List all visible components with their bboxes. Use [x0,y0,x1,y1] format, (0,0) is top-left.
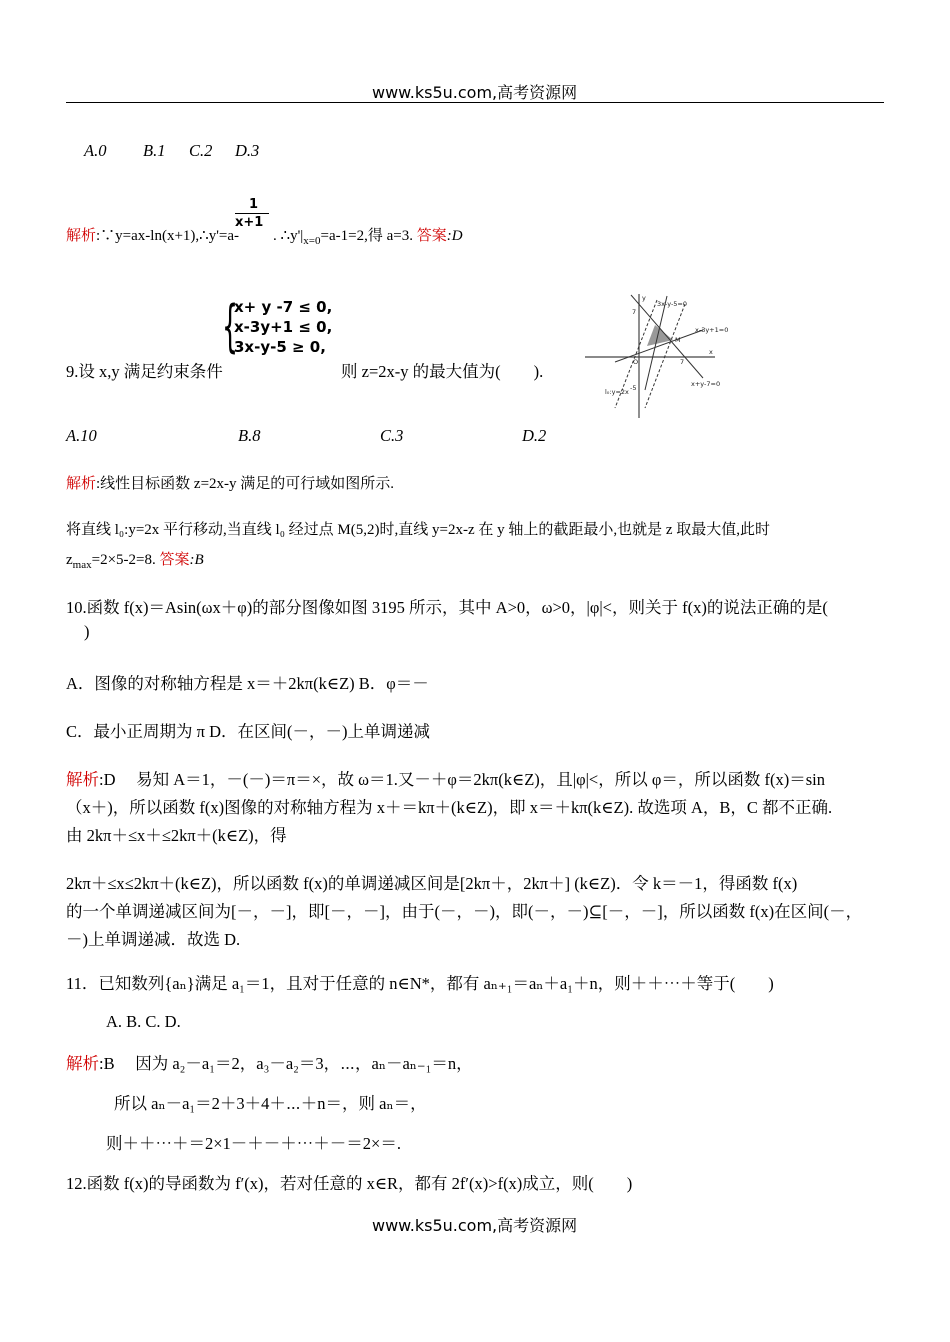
label-x+y-7: x+y-7=0 [691,380,721,388]
page-header: www.ks5u.com,高考资源网 [372,83,578,102]
q10-stem-line-1: 10.函数 f(x)＝Asin(ωx＋φ)的部分图像如图 3195 所示，其中 A>0，ω>0，|φ|<，则关于 f(x)的说法正确的是( [66,598,828,617]
label-y: y [642,294,646,302]
label-3x-y-5: 3x-y-5=0 [657,300,688,308]
solution-label: 解析 [66,476,97,492]
q10-solution-line-6: －)上单调递减．故选 D. [66,930,241,949]
answer-label: 答案 [416,228,447,244]
header-rule [66,102,884,103]
q8-option-b: B.1 [143,141,166,160]
label-y7: 7 [632,308,637,316]
q10-solution-line-1: 解析:D 易知 A＝1，－(－)＝π＝×，故 ω＝1.又－＋φ＝2kπ(k∈Z)，且|φ|<，所以 φ＝，所以函数 f(x)＝sin [66,770,825,789]
label-x: x [709,348,713,356]
q12-stem: 12.函数 f(x)的导函数为 f′(x)，若对任意的 x∈R，都有 2f′(x)>f(x)成立，则( ) [66,1174,633,1193]
q11-options: A. B. C. D. [106,1012,181,1031]
q9-solution-line-1: 解析:线性目标函数 z=2x-y 满足的可行域如图所示. [66,476,395,492]
q9-solution-line-2: 将直线 l₀:y=2x 平行移动,当直线 l₀ 经过点 M(5,2)时,直线 y=2x-z 在 y 轴上的截距最小,也就是 z 取最大值,此时 [66,522,771,538]
label-x-3y+1: x-3y+1=0 [695,326,729,334]
q8-option-a: A.0 [84,141,107,160]
q10-solution-line-4: 2kπ＋≤x≤2kπ＋(k∈Z)，所以函数 f(x)的单调递减区间是[2kπ＋，2kπ＋] (k∈Z)．令 k＝－1，得函数 f(x) [66,874,798,893]
q8-option-c: C.2 [189,141,213,160]
q10-solution-line-3: 由 2kπ＋≤x＋≤2kπ＋(k∈Z)，得 [66,826,287,845]
q10-options-ab: A．图像的对称轴方程是 x＝＋2kπ(k∈Z) B．φ＝－ [66,674,429,693]
q8-option-d: D.3 [235,141,260,160]
q10-solution-line-2: （x＋)，所以函数 f(x)图像的对称轴方程为 x＋＝kπ＋(k∈Z)，即 x＝＋kπ(k∈Z). 故选项 A，B，C 都不正确. [66,798,833,817]
q9-stem-post: 则 z=2x-y 的最大值为( ). [341,362,544,381]
q10-stem-line-2: ) [84,622,90,641]
line-l0-shift [645,304,685,408]
q9-solution-line-3: $z_{max}=2\times 5-2=8$. 答案:B [66,552,204,571]
fraction: $\frac{1}{x+1}$ [239,227,273,247]
solution-label: 解析 [66,228,97,244]
solution-label: 解析 [66,770,99,789]
q11-solution-line-1: 解析:B 因为 a₂－a₁＝2，a₃－a₂＝3，⋯，aₙ－aₙ₋₁＝n， [66,1054,473,1073]
solution-label: 解析 [66,1054,99,1073]
q8-solution: 解析:∵y=ax-ln(x+1),∴y'=a- $\frac{1}{x+1}$ . $\therefore y'|_{x=0}=a-1=2$,得 a=3. 答案:D [66,196,463,247]
brace: { [222,294,239,359]
q11-solution-line-2: 所以 aₙ－a₁＝2＋3＋4＋⋯＋n＝，则 aₙ＝， [114,1094,427,1113]
label-l0: l₀:y=2x [605,388,629,396]
answer-label: 答案 [159,552,190,568]
q9-constraint-system: { x+ y -7 ≤ 0, x-3y+1 ≤ 0, 3x-y-5 ≥ 0, [222,294,333,359]
page-footer: www.ks5u.com,高考资源网 [372,1216,578,1235]
q11-stem: 11．已知数列{aₙ}满足 a₁＝1，且对于任意的 n∈N*，都有 aₙ₊₁＝aₙ＋a₁＋n，则＋＋⋯＋等于( ) [66,974,774,993]
q11-solution-line-3: 则＋＋⋯＋＝2×1－＋－＋⋯＋－＝2×＝. [106,1134,401,1153]
q9-feasible-region-graph [585,290,735,425]
q9-option-a: A.10 [66,426,97,445]
label-origin: O [633,358,639,366]
q9-option-c: C.3 [380,426,404,445]
q10-solution-line-5: 的一个单调递减区间为[－，－]，即[－，－]，由于(－，－)，即(－，－)⊆[－，－]，所以函数 f(x)在区间(－， [66,902,863,921]
q9-stem: 9.设 x,y 满足约束条件 [66,362,223,381]
label-x7: 7 [680,358,685,366]
label-m: M [675,336,681,344]
label-y-5: -5 [630,384,637,392]
q9-option-b: B.8 [238,426,261,445]
q10-options-cd: C．最小正周期为 π D．在区间(－，－)上单调递减 [66,722,430,741]
q9-option-d: D.2 [522,426,547,445]
